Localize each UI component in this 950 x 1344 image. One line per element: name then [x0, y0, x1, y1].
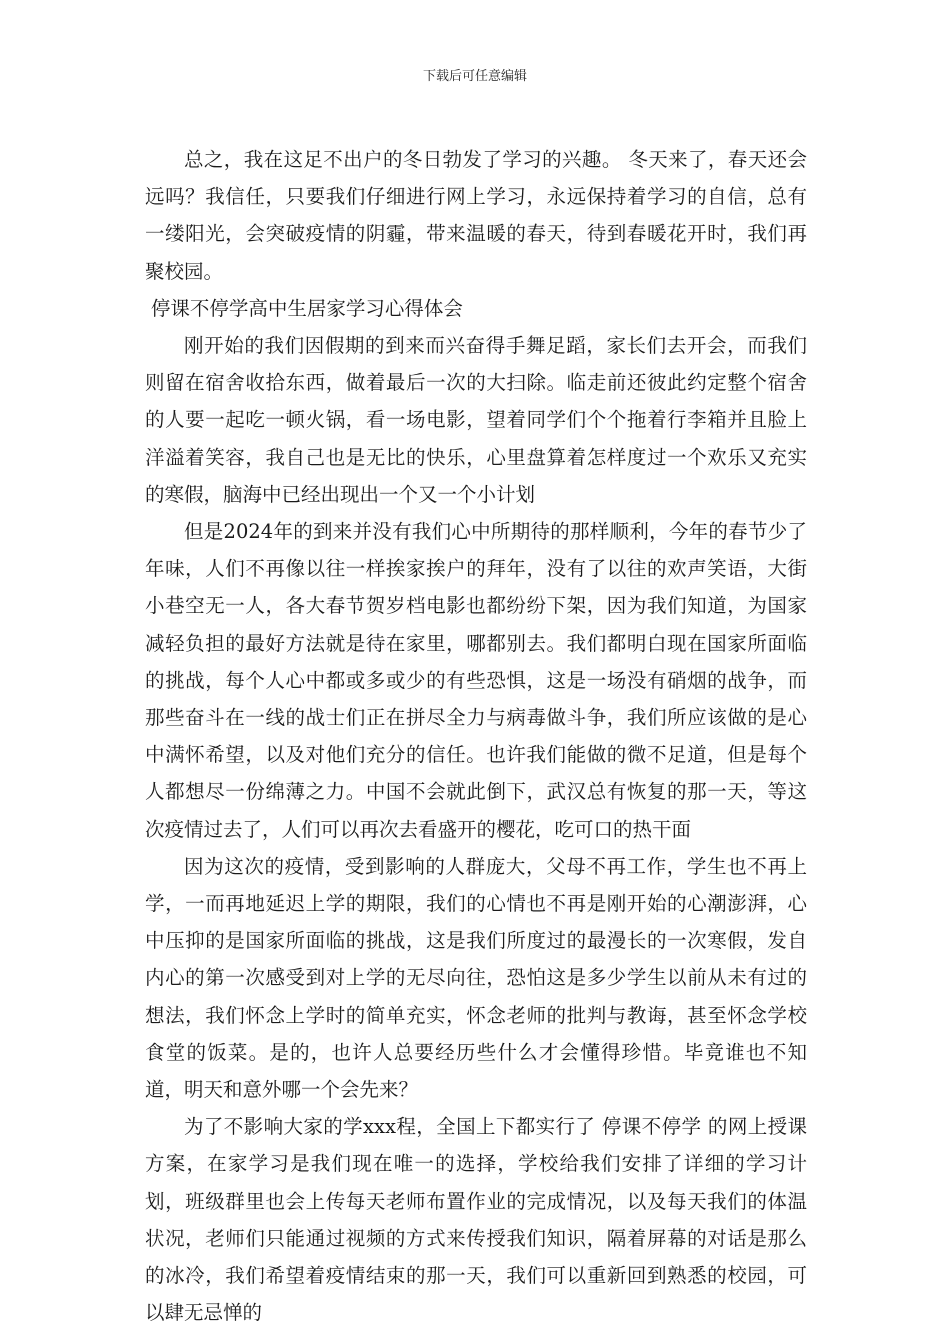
paragraph-intro: 刚开始的我们因假期的到来而兴奋得手舞足蹈，家长们去开会，而我们则留在宿舍收拾东西，做着最后一次的大扫除。临走前还彼此约定整个宿舍的人要一起吃一顿火锅，看一场电影，望着同学们个个拖着行李箱并且脸上洋溢着笑容，我自己也是无比的快乐，心里盘算着怎样度过一个欢乐又充实的寒假，脑海中已经出现出一个又一个小计划 — [145, 334, 807, 506]
section-title: 停课不停学高中生居家学习心得体会 — [150, 296, 463, 320]
paragraph-online-learning: 为了不影响大家的学xxx程，全国上下都实行了 停课不停学 的网上授课方案，在家学习是我们现在唯一的选择，学校给我们安排了详细的学习计划，班级群里也会上传每天老师布置作业的完成情况，以及每天我们的体温状况，老师们只能通过视频的方式来传授我们知识，隔着屏幕的对话是那么的冰冷，我们希望着疫情结束的那一天，我们可以重新回到熟悉的校园，可以肆无忌惮的 — [145, 1115, 807, 1325]
paragraph-impact: 因为这次的疫情，受到影响的人群庞大，父母不再工作，学生也不再上学，一而再地延迟上学的期限，我们的心情也不再是刚开始的心潮澎湃，心中压抑的是国家所面临的挑战，这是我们所度过的最漫长的一次寒假，发自内心的第一次感受到对上学的无尽向往，恐怕这是多少学生以前从未有过的想法，我们怀念上学时的简单充实，怀念老师的批判与教诲，甚至怀念学校食堂的饭菜。是的，也许人总要经历些什么才会懂得珍惜。毕竟谁也不知道，明天和意外哪一个会先来？ — [145, 854, 807, 1102]
document-body — [145, 141, 807, 1332]
paragraph-closing: 总之，我在这足不出户的冬日勃发了学习的兴趣。 冬天来了，春天还会远吗？我信任，只要我们仔细进行网上学习，永远保持着学习的自信，总有一缕阳光，会突破疫情的阴霾，带来温暖的春天，待到春暖花开时，我们再聚校园。 — [145, 148, 807, 283]
page-header: 下载后可任意编辑 — [422, 69, 527, 84]
paragraph-spring-festival: 但是2024年的到来并没有我们心中所期待的那样顺利，今年的春节少了年味，人们不再像以往一样挨家挨户的拜年，没有了以往的欢声笑语，大街小巷空无一人，各大春节贺岁档电影也都纷纷下架，因为我们知道，为国家减轻负担的最好方法就是待在家里，哪都别去。我们都明白现在国家所面临的挑战，每个人心中都或多或少的有些恐惧，这是一场没有硝烟的战争，而那些奋斗在一线的战士们正在拼尽全力与病毒做斗争，我们所应该做的是心中满怀希望，以及对他们充分的信任。也许我们能做的微不足道，但是每个人都想尽一份绵薄之力。中国不会就此倒下，武汉总有恢复的那一天，等这次疫情过去了，人们可以再次去看盛开的樱花，吃可口的热干面 — [145, 520, 807, 841]
